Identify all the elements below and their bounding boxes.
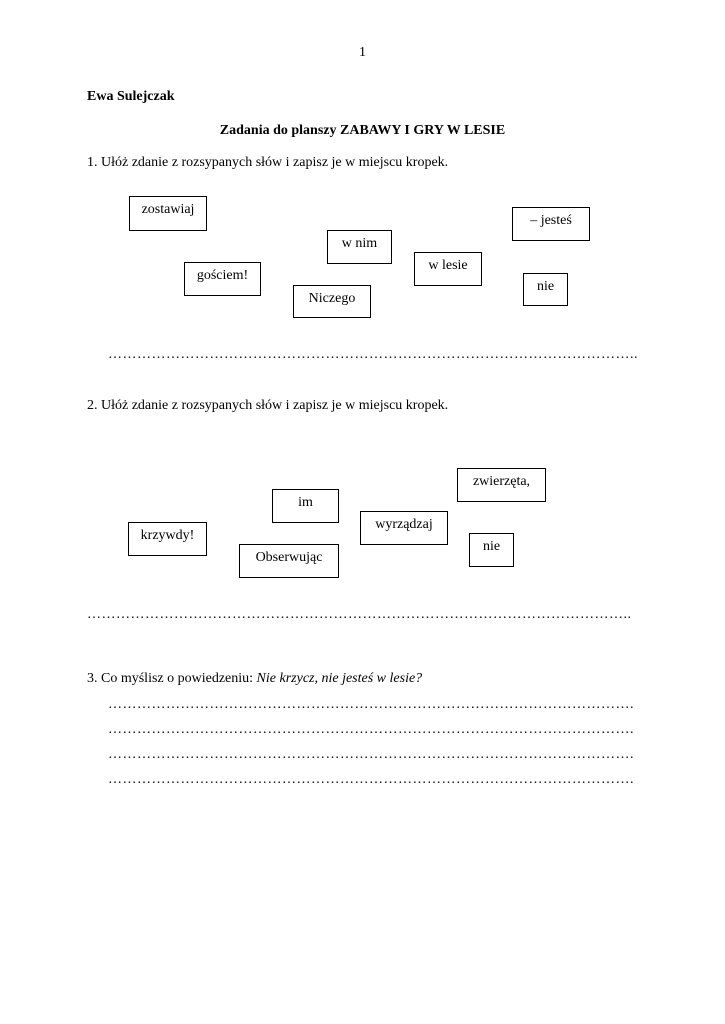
word-card: – jesteś [512,207,590,241]
word-card: zostawiaj [129,196,207,231]
task-3-prompt [87,672,422,686]
word-card: Niczego [293,285,371,318]
worksheet-title: Zadania do planszy ZABAWY I GRY W LESIE [219,123,506,138]
page-number: 1 [359,45,366,60]
task-3-answer-line[interactable]: ………………………………………………………………………………………………. [108,698,634,712]
word-card: gościem! [184,262,261,296]
word-card: krzywdy! [128,522,207,556]
word-card: w lesie [414,252,482,286]
word-card: Obserwując [239,544,339,578]
task-1-prompt: 1. Ułóż zdanie z rozsypanych słów i zapisz je w miejscu kropek. [87,155,449,170]
task-3-saying: Nie krzycz, nie jesteś w lesie? [256,671,423,686]
author-name: Ewa Sulejczak [87,89,175,104]
task-3-answer-line[interactable]: ………………………………………………………………………………………………. [108,773,634,787]
word-card: wyrządzaj [360,511,448,545]
task-3-prompt-text: 3. Co myślisz o powiedzeniu: [87,671,257,686]
task-3-answer-line[interactable]: ………………………………………………………………………………………………. [108,748,634,762]
task-2-prompt: 2. Ułóż zdanie z rozsypanych słów i zapisz je w miejscu kropek. [87,398,449,413]
word-card: nie [523,273,568,306]
task-2-answer-line[interactable]: ………………………………………………………………………………………………….. [87,608,632,622]
task-1-answer-line[interactable]: ……………………………………………………………………………………………….. [108,348,638,362]
word-card: w nim [327,230,392,264]
word-card: zwierzęta, [457,468,546,502]
word-card: im [272,489,339,523]
word-card: nie [469,533,514,567]
task-3-answer-line[interactable]: ………………………………………………………………………………………………. [108,723,634,737]
